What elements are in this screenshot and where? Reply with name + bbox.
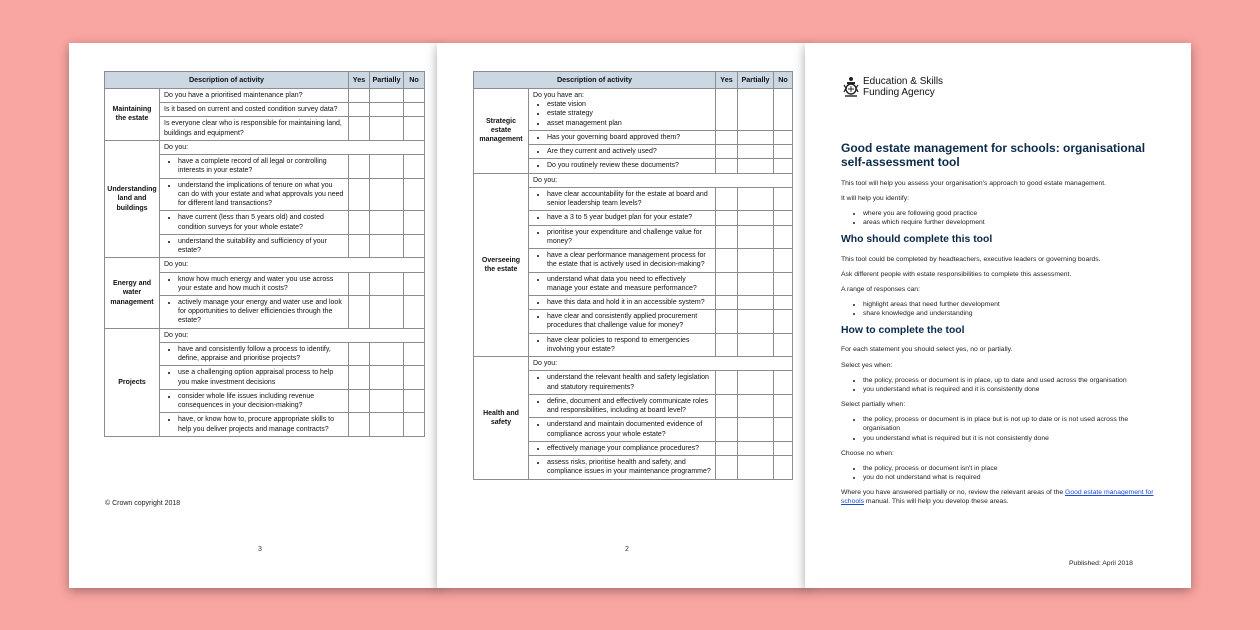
activity-description	[529, 89, 716, 131]
area-label: Maintaining the estate	[105, 89, 160, 141]
closing-text-start: Where you have answered partially or no, review the relevant areas of the	[841, 489, 1066, 497]
intro-text: Do you:	[160, 258, 425, 272]
partially-answer-cell[interactable]	[370, 178, 404, 211]
activity-text: • have clear and consistently applied procurement procedures that challenge value for money?	[547, 312, 711, 330]
partially-answer-cell[interactable]	[738, 145, 774, 159]
no-answer-cell[interactable]	[404, 413, 425, 436]
logo-line-2: Funding Agency	[863, 87, 935, 98]
activity-description	[160, 342, 349, 365]
activity-text: • have, or know how to, procure appropriate skills to help you deliver projects and manage contracts?	[178, 415, 344, 433]
area-label: Energy and water management	[105, 258, 160, 328]
partially-answer-cell[interactable]	[370, 272, 404, 295]
partially-answer-cell[interactable]	[370, 89, 404, 103]
yes-header: Yes	[716, 72, 738, 89]
no-answer-cell[interactable]	[774, 272, 793, 295]
yes-answer-cell[interactable]	[349, 342, 370, 365]
no-answer-cell[interactable]	[774, 456, 793, 479]
royal-crest-icon	[842, 76, 860, 98]
activity-text: Do you have a prioritised maintenance plan?	[164, 92, 303, 99]
activity-text: • have a complete record of all legal or controlling interests in your estate?	[178, 157, 344, 175]
responses-list	[863, 300, 1161, 318]
esfa-logo	[842, 76, 943, 98]
page-1	[805, 43, 1191, 588]
partially-header: Partially	[738, 72, 774, 89]
yes-answer-cell[interactable]	[716, 456, 738, 479]
yes-answer-cell[interactable]	[716, 371, 738, 394]
published-date: Published: April 2018	[1069, 560, 1133, 567]
yes-answer-cell[interactable]	[349, 89, 370, 103]
partially-answer-cell[interactable]	[738, 394, 774, 417]
activity-description	[529, 211, 716, 225]
yes-answer-cell[interactable]	[349, 155, 370, 178]
activity-description	[160, 155, 349, 178]
list-item: • where you are following good practice	[863, 209, 1161, 218]
intro-row	[105, 140, 425, 154]
activity-description	[160, 89, 349, 103]
area-label: Projects	[105, 328, 160, 436]
activity-text: • have a 3 to 5 year budget plan for your estate?	[547, 213, 711, 222]
partially-answer-cell[interactable]	[738, 371, 774, 394]
activity-description	[160, 211, 349, 234]
list-item: • the policy, process or document is in place, up to date and used across the organisation	[863, 376, 1161, 385]
intro-text: Do you:	[160, 328, 425, 342]
yes-answer-cell[interactable]	[716, 441, 738, 455]
responses-label: A range of responses can:	[841, 285, 920, 293]
description-header: Description of activity	[105, 72, 349, 89]
activity-description	[529, 249, 716, 272]
no-header: No	[404, 72, 425, 89]
no-answer-cell[interactable]	[404, 389, 425, 412]
yes-answer-cell[interactable]	[349, 389, 370, 412]
no-answer-cell[interactable]	[774, 145, 793, 159]
partially-answer-cell[interactable]	[370, 103, 404, 117]
who-text-2: Ask different people with estate responsibilities to complete this assessment.	[841, 270, 1072, 278]
no-answer-cell[interactable]	[774, 211, 793, 225]
yes-answer-cell[interactable]	[716, 249, 738, 272]
list-item: • the policy, process or document is in place but is not up to date or is not used across the organisation	[863, 415, 1161, 433]
activity-description	[529, 456, 716, 479]
no-list	[863, 464, 1161, 482]
no-answer-cell[interactable]	[774, 310, 793, 333]
no-answer-cell[interactable]	[404, 272, 425, 295]
who-text: This tool could be completed by headteachers, executive leaders or governing boards.	[841, 255, 1101, 263]
closing-text	[841, 488, 1161, 506]
activity-description	[529, 159, 716, 173]
self-assessment-table	[104, 71, 425, 437]
no-answer-cell[interactable]	[404, 155, 425, 178]
area-label: Strategic estate management	[474, 89, 529, 174]
identify-list	[863, 209, 1161, 227]
activity-description	[529, 371, 716, 394]
page-number: 2	[625, 546, 629, 553]
activity-text: • understand the suitability and sufficiency of your estate?	[178, 237, 344, 255]
yes-answer-cell[interactable]	[716, 89, 738, 131]
activity-text: • have clear policies to respond to emergencies involving your estate?	[547, 336, 711, 354]
activity-description	[160, 117, 349, 140]
area-label: Overseeing the estate	[474, 173, 529, 357]
partially-list	[863, 415, 1161, 443]
activity-text: Is everyone clear who is responsible for maintaining land, buildings and equipment?	[164, 120, 342, 137]
yes-answer-cell[interactable]	[716, 394, 738, 417]
activity-description	[160, 103, 349, 117]
no-answer-cell[interactable]	[404, 234, 425, 257]
activity-description	[529, 145, 716, 159]
no-answer-cell[interactable]	[404, 366, 425, 389]
activity-description	[529, 187, 716, 210]
intro-text: Do you:	[529, 173, 793, 187]
partially-answer-cell[interactable]	[738, 159, 774, 173]
intro-text: Do you:	[160, 140, 425, 154]
activity-text: • assess risks, prioritise health and safety, and compliance issues in your maintenance programme?	[547, 458, 711, 476]
no-answer-cell[interactable]	[404, 295, 425, 328]
logo-line-1: Education & Skills	[863, 76, 944, 87]
activity-text: • have this data and hold it in an accessible system?	[547, 298, 711, 307]
partially-answer-cell[interactable]	[738, 333, 774, 356]
list-item: • areas which require further development	[863, 218, 1161, 227]
activity-text: • Do you routinely review these documents?	[547, 161, 711, 170]
no-answer-cell[interactable]	[774, 225, 793, 248]
yes-answer-cell[interactable]	[716, 418, 738, 441]
activity-text: • consider whole life issues including revenue consequences in your decision-making?	[178, 392, 344, 410]
activity-text: • define, document and effectively communicate roles and responsibilities, including at board level?	[547, 397, 711, 415]
activity-text: • understand what data you need to effectively manage your estate and measure performance?	[547, 275, 711, 293]
table-header-row	[474, 72, 793, 89]
partially-answer-cell[interactable]	[738, 89, 774, 131]
activity-description	[529, 130, 716, 144]
no-answer-cell[interactable]	[774, 89, 793, 131]
page-2	[437, 43, 808, 588]
list-item: • highlight areas that need further development	[863, 300, 1161, 309]
partially-answer-cell[interactable]	[370, 234, 404, 257]
no-answer-cell[interactable]	[404, 103, 425, 117]
no-answer-cell[interactable]	[774, 159, 793, 173]
no-answer-cell[interactable]	[404, 211, 425, 234]
no-answer-cell[interactable]	[774, 418, 793, 441]
no-answer-cell[interactable]	[774, 371, 793, 394]
yes-answer-cell[interactable]	[716, 130, 738, 144]
partially-answer-cell[interactable]	[370, 413, 404, 436]
document-title: Good estate management for schools: organisational self-assessment tool	[841, 141, 1146, 170]
list-item: • asset management plan	[547, 119, 711, 128]
partially-answer-cell[interactable]	[370, 389, 404, 412]
partially-answer-cell[interactable]	[738, 272, 774, 295]
no-answer-cell[interactable]	[774, 249, 793, 272]
intro-text: Do you:	[529, 357, 793, 371]
partially-answer-cell[interactable]	[738, 456, 774, 479]
activity-text: • Are they current and actively used?	[547, 147, 711, 156]
yes-answer-cell[interactable]	[349, 234, 370, 257]
yes-answer-cell[interactable]	[716, 333, 738, 356]
activity-text: Is it based on current and costed condition survey data?	[164, 106, 338, 114]
activity-text: • prioritise your expenditure and challenge value for money?	[547, 228, 711, 246]
partially-answer-cell[interactable]	[738, 225, 774, 248]
partially-answer-cell[interactable]	[370, 155, 404, 178]
yes-answer-cell[interactable]	[716, 225, 738, 248]
partially-answer-cell[interactable]	[370, 211, 404, 234]
description-header: Description of activity	[474, 72, 716, 89]
no-answer-cell[interactable]	[404, 342, 425, 365]
yes-answer-cell[interactable]	[349, 366, 370, 389]
closing-text-end: manual. This will help you develop these areas.	[864, 498, 1009, 506]
no-answer-cell[interactable]	[774, 295, 793, 309]
activity-description	[160, 178, 349, 211]
activity-description	[160, 234, 349, 257]
activity-description	[529, 333, 716, 356]
table-row	[474, 89, 793, 131]
identify-label: It will help you identify:	[841, 194, 910, 202]
activity-text: • understand the implications of tenure on what you can do with your estate and what approvals you need for different land transactions?	[178, 181, 344, 209]
activity-description	[529, 295, 716, 309]
page-3	[69, 43, 440, 588]
copyright: © Crown copyright 2018	[105, 500, 181, 507]
list-item: • estate vision	[547, 100, 711, 109]
activity-text: • effectively manage your compliance procedures?	[547, 444, 711, 453]
activity-description	[529, 272, 716, 295]
partially-answer-cell[interactable]	[738, 418, 774, 441]
partially-label: Select partially when:	[841, 401, 906, 409]
activity-description	[160, 389, 349, 412]
partially-answer-cell[interactable]	[738, 441, 774, 455]
intro-text: This tool will help you assess your organisation's approach to good estate management.	[841, 179, 1107, 187]
activity-description	[160, 413, 349, 436]
activity-text: • use a challenging option appraisal process to help you make investment decisions	[178, 368, 344, 386]
activity-text: • understand and maintain documented evidence of compliance across your whole estate?	[547, 420, 711, 438]
yes-answer-cell[interactable]	[716, 295, 738, 309]
partially-answer-cell[interactable]	[738, 249, 774, 272]
partially-answer-cell[interactable]	[738, 130, 774, 144]
no-answer-cell[interactable]	[774, 333, 793, 356]
activity-description	[529, 394, 716, 417]
yes-answer-cell[interactable]	[349, 178, 370, 211]
no-answer-cell[interactable]	[774, 130, 793, 144]
yes-answer-cell[interactable]	[716, 187, 738, 210]
page-number: 3	[258, 546, 262, 553]
intro-row	[105, 328, 425, 342]
activity-description	[160, 366, 349, 389]
yes-answer-cell[interactable]	[349, 272, 370, 295]
list-item: • share knowledge and understanding	[863, 309, 1161, 318]
who-heading: Who should complete this tool	[841, 234, 993, 246]
activity-description	[160, 295, 349, 328]
list-item: • you understand what is required but it is not consistently done	[863, 434, 1161, 443]
partially-header: Partially	[370, 72, 404, 89]
activity-text: • have a clear performance management process for the estate that is actively used in decision-making?	[547, 251, 711, 269]
how-text: For each statement you should select yes, no or partially.	[841, 346, 1013, 354]
partially-answer-cell[interactable]	[738, 310, 774, 333]
activity-description	[529, 441, 716, 455]
yes-answer-cell[interactable]	[349, 117, 370, 140]
partially-answer-cell[interactable]	[370, 295, 404, 328]
activity-description	[529, 418, 716, 441]
activity-description	[160, 272, 349, 295]
yes-answer-cell[interactable]	[349, 295, 370, 328]
table-row	[105, 89, 425, 103]
activity-text: • actively manage your energy and water use and look for opportunities to deliver efficiencies through the estate?	[178, 298, 344, 326]
partially-answer-cell[interactable]	[370, 342, 404, 365]
yes-answer-cell[interactable]	[349, 413, 370, 436]
intro-row	[474, 173, 793, 187]
self-assessment-table	[473, 71, 793, 480]
yes-answer-cell[interactable]	[349, 211, 370, 234]
yes-answer-cell[interactable]	[716, 272, 738, 295]
no-answer-cell[interactable]	[404, 89, 425, 103]
yes-answer-cell[interactable]	[716, 211, 738, 225]
no-answer-cell[interactable]	[404, 178, 425, 211]
intro-row	[105, 258, 425, 272]
partially-answer-cell[interactable]	[370, 366, 404, 389]
no-header: No	[774, 72, 793, 89]
area-label: Health and safety	[474, 357, 529, 479]
yes-label: Select yes when:	[841, 361, 893, 369]
intro-row	[474, 357, 793, 371]
how-heading: How to complete the tool	[841, 325, 965, 337]
yes-header: Yes	[349, 72, 370, 89]
activity-description	[529, 310, 716, 333]
list-item: • you understand what is required and it is consistently done	[863, 385, 1161, 394]
activity-text: • have current (less than 5 years old) and costed condition surveys for your whole estate?	[178, 213, 344, 231]
no-answer-cell[interactable]	[774, 441, 793, 455]
area-label: Understanding land and buildings	[105, 140, 160, 257]
activity-text: • know how much energy and water you use across your estate and how much it costs?	[178, 275, 344, 293]
activity-text: Do you have an:	[533, 92, 584, 99]
no-answer-cell[interactable]	[404, 117, 425, 140]
no-label: Choose no when:	[841, 449, 894, 457]
list-item: • estate strategy	[547, 109, 711, 118]
list-item: • you do not understand what is required	[863, 473, 1161, 482]
list-item: • the policy, process or document isn't in place	[863, 464, 1161, 473]
partially-answer-cell[interactable]	[738, 187, 774, 210]
activity-text: • Has your governing board approved them?	[547, 133, 711, 142]
manual-link[interactable]: Good estate management for schools	[841, 489, 1154, 506]
activity-text: • have clear accountability for the estate at board and senior leadership team levels?	[547, 190, 711, 208]
no-answer-cell[interactable]	[774, 187, 793, 210]
no-answer-cell[interactable]	[774, 394, 793, 417]
partially-answer-cell[interactable]	[738, 295, 774, 309]
activity-text: • have and consistently follow a process to identify, define, appraise and prioritise projects?	[178, 345, 344, 363]
yes-answer-cell[interactable]	[349, 103, 370, 117]
activity-description	[529, 225, 716, 248]
yes-answer-cell[interactable]	[716, 310, 738, 333]
partially-answer-cell[interactable]	[738, 211, 774, 225]
partially-answer-cell[interactable]	[370, 117, 404, 140]
yes-answer-cell[interactable]	[716, 145, 738, 159]
yes-list	[863, 376, 1161, 394]
table-header-row	[105, 72, 425, 89]
activity-text: • understand the relevant health and safety legislation and statutory requirements?	[547, 373, 711, 391]
yes-answer-cell[interactable]	[716, 159, 738, 173]
